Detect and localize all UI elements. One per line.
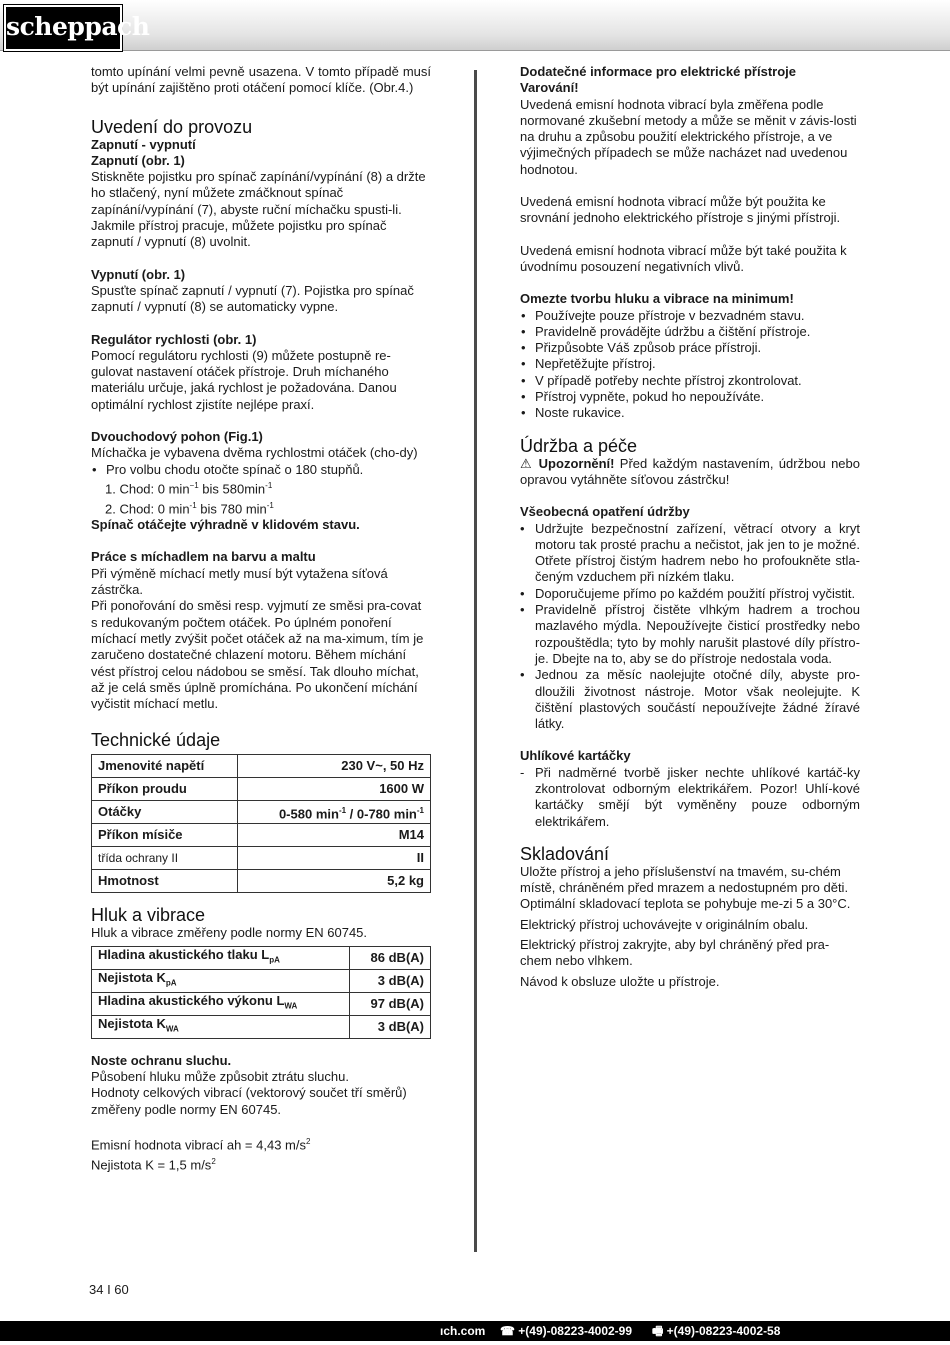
left-column [91, 64, 431, 1173]
vypnuti-text: Spusťte spínač zapnutí / vypnutí (7). Pojistka pro spínač zapnutí / vypnutí (8) se automaticky vypne. [91, 282, 414, 315]
skladovani-text-2: Elektrický přístroj uchovávejte v originálním obalu. [520, 916, 809, 932]
regulator-text: Pomocí regulátoru rychlosti (9) můžete postupně re-gulovat nastavení otáček přístroje. Druh míchaného materiálu určuje, jaká rychlost je požadována. Danou optimální rychlost zjistíte nejlépe praxí. [91, 347, 397, 412]
skladovani-text-1: Uložte přístroj a jeho příslušenství na tmavém, su-chém místě, chráněném před mrazem a nedostupném pro děti. Optimální skladovací teplota se pohybuje me-zi 5 a 30°C. [520, 863, 851, 912]
table-row: Jmenovité napětí 230 V~, 50 Hz [92, 755, 431, 778]
list-item: • Udržujte bezpečnostní zařízení, větrací otvory a kryt motoru tak prosté prachu a nečistot, jak jen to je možné. Otřete přístroj čistým hadrem nebo ho profoukněte stla-čeným vzduchem při nízkém tlaku. [520, 521, 860, 586]
list-item: • Jednou za měsíc naolejujte otočné díly, abyste pro-dloužili životnost nástroje. Motor však neolejujte. K čištění plastových součástí nepoužívejte žádné žíravé látky. [520, 667, 860, 732]
emisni-line: Emisní hodnota vibrací ah = 4,43 $m/s^2$ [91, 1136, 311, 1153]
table-row: Příkon proudu 1600 W [92, 778, 431, 801]
section-title-uvedeni: Uvedení do provozu [91, 116, 253, 137]
tech-spec-table [91, 754, 431, 893]
footer-bar [0, 1321, 950, 1341]
spinac-warning: Spínač otáčejte výhradně v klidovém stavu. [91, 517, 360, 533]
skladovani-text-3: Elektrický přístroj zakryjte, aby byl chráněný před pra-chem nebo vlhkem. [520, 937, 830, 969]
list-item: • V případě potřeby nechte přístroj zkontrolovat. [520, 373, 860, 389]
table-row: Nejistota $K_{WA}$ 3 dB(A) [92, 1015, 431, 1038]
upozorneni-text: ⚠ Upozornění! Před každým nastavením, údržbou nebo opravou vytáhněte síťovou zástrčku! [520, 455, 860, 487]
right-column [520, 64, 860, 990]
section-title-hluk: Hluk a vibrace [91, 905, 206, 926]
nejistota-line: Nejistota K = 1,5 $m/s^2$ [91, 1156, 216, 1172]
warning-triangle-icon: ⚠ [520, 455, 534, 471]
chod-2-line: 2. Chod: 0 $\min^{-1}$ bis 780 $\min^{-1}$ [105, 500, 274, 516]
list-item: • Doporučujeme přímo po každém použití přístroj vyčistit. [520, 586, 860, 602]
vseobecna-list [520, 521, 860, 733]
list-item: • Pravidelně provádějte údržbu a čištění přístroje. [520, 324, 860, 340]
list-item: • Nepřetěžujte přístroj. [520, 356, 860, 372]
subheading-zapnuti: Zapnutí (obr. 1) [91, 152, 185, 168]
noise-table [91, 946, 431, 1039]
list-item: • Pro volbu chodu otočte spínač o 180 stupňů. [91, 462, 431, 478]
noste-text-1: Působení hluku může způsobit ztrátu sluchu. [91, 1069, 349, 1085]
zapnuti-text: Stiskněte pojistku pro spínač zapínání/vypínání (8) a držte ho stlačený, nyní můžete zmáčknout spínač zapínání/vypínání (7), abyste ruční míchačku spusti-li. Jakmile přístroj pracuje, můžete pojistku pro spínač zapnutí / vypnutí (8) uvolnit. [91, 169, 426, 250]
skladovani-text-4: Návod k obsluze uložte u přístroje. [520, 973, 720, 989]
noste-text-2: Hodnoty celkových vibrací (vektorový součet tří směrů) změřeny podle normy EN 60745. [91, 1085, 407, 1117]
dvouchod-list [91, 462, 431, 478]
subheading-zapnuti-vypnuti: Zapnutí - vypnutí [91, 136, 196, 152]
list-item: • Používejte pouze přístroje v bezvadném stavu. [520, 308, 860, 324]
prace-text-1: Při výměně míchací metly musí být vytažena síťová zástrčka. [91, 565, 388, 598]
subheading-vypnuti: Vypnutí (obr. 1) [91, 266, 186, 282]
omezte-list [520, 308, 860, 422]
table-row: Hmotnost 5,2 kg [92, 870, 431, 893]
subheading-vseobecna: Všeobecná opatření údržby [520, 504, 690, 520]
vibrace-text-3: Uvedená emisní hodnota vibrací může být také použita k úvodnímu posouzení negativních vlivů. [520, 242, 847, 274]
footer-phone: ☎ +(49)-08223-4002-99 [500, 1324, 633, 1338]
table-row: Příkon mísiče M14 [92, 824, 431, 847]
vibrace-text-2: Uvedená emisní hodnota vibrací může být použita ke srovnání jednoho elektrického přístroje s jinými přístroji. [520, 194, 841, 226]
section-title-skladovani: Skladování [520, 843, 610, 864]
column-divider [474, 70, 477, 1252]
subheading-regulator: Regulátor rychlosti (obr. 1) [91, 331, 257, 347]
scheppach-logo: scheppach [4, 5, 122, 51]
list-item: - Při nadměrné tvorbě jisker nechte uhlíkové kartáč-ky zkontrolovat odborným elektrikářem. Pozor! Uhlí-kové kartáčky smějí být vyměněny pouze odborným elektrikářem. [520, 765, 860, 830]
chod-1-line: 1. Chod: 0 $\min^{-1}$ bis $580\min^{-1}$ [105, 480, 273, 497]
table-row: Hladina akustického tlaku $L_{pA}$ 86 dB(A) [92, 946, 431, 969]
subheading-prace: Práce s míchadlem na barvu a maltu [91, 549, 316, 565]
table-row: třída ochrany II II [92, 847, 431, 870]
list-item: • Přizpůsobte Váš způsob práce přístroji. [520, 340, 860, 356]
hluk-subtitle: Hluk a vibrace změřeny podle normy EN 60745. [91, 925, 368, 941]
section-title-udrzba: Údržba a péče [520, 435, 638, 456]
subheading-noste: Noste ochranu sluchu. [91, 1052, 232, 1068]
subheading-dvouchod: Dvouchodový pohon (Fig.1) [91, 429, 263, 445]
subheading-omezte: Omezte tvorbu hluku a vibrace na minimum! [520, 291, 794, 307]
footer-fax: 🖷 +(49)-08223-4002-58 [652, 1324, 781, 1338]
section-title-tech: Technické údaje [91, 730, 221, 751]
intro-text: tomto upínání velmi pevně usazena. V tomto případě musí být upínání zajištěno proti otáčení pomocí klíče. (Obr.4.) [91, 64, 431, 96]
header-bar [0, 0, 950, 51]
subheading-uhlikove: Uhlíkové kartáčky [520, 748, 631, 764]
list-item: • Pravidelně přístroj čistěte vlhkým hadrem a trochou mazlavého mýdla. Nepoužívejte čisticí prostředky nebo rozpouštědla; tyto by mohly narušit plastové díly přístro-je. Dbejte na to, aby se do přístroje nedostala voda. [520, 602, 860, 667]
prace-text-2: Při ponořování do směsi resp. vyjmutí ze směsi pra-covat s redukovaným počtem otáček. Po úplném ponoření míchací metly zvýšit počet otáček až na ma-ximum, tím je zaručeno dostatečné chlazení motoru. Během míchání vést přístroj celou nádobou se směsí. Tak dlouho míchat, až je celá směs úplně promíchána. Po ukončení míchání vyčistit míchací metlu. [91, 598, 424, 712]
varovani-label: Varování! [520, 80, 579, 96]
subheading-dodatecne: Dodatečné informace pro elektrické přístroje [520, 64, 796, 79]
page-number: 34 I 60 [89, 1282, 129, 1297]
table-row: Nejistota $K_{pA}$ 3 dB(A) [92, 969, 431, 992]
dvouchod-text: Míchačka je vybavena dvěma rychlostmi otáček (cho-dy) [91, 445, 418, 461]
table-row: Otáčky 0-580 $\min^{-1} / 0-780$ $\min^{-1}$ [92, 801, 431, 824]
vibrace-text-1: Uvedená emisní hodnota vibrací byla změřena podle normované zkušební metody a může se měnit v závis-losti na druhu a způsobu použití elektrického přístroje, a ve výjimečných případech se může nacházet nad uvedenou hodnotou. [520, 96, 857, 177]
footer-website[interactable]: ıch.com [440, 1324, 486, 1338]
list-item: • Noste rukavice. [520, 405, 860, 421]
list-item: • Přístroj vypněte, pokud ho nepoužíváte. [520, 389, 860, 405]
table-row: Hladina akustického výkonu $L_{WA}$ 97 dB(A) [92, 992, 431, 1015]
uhlikove-list [520, 765, 860, 830]
